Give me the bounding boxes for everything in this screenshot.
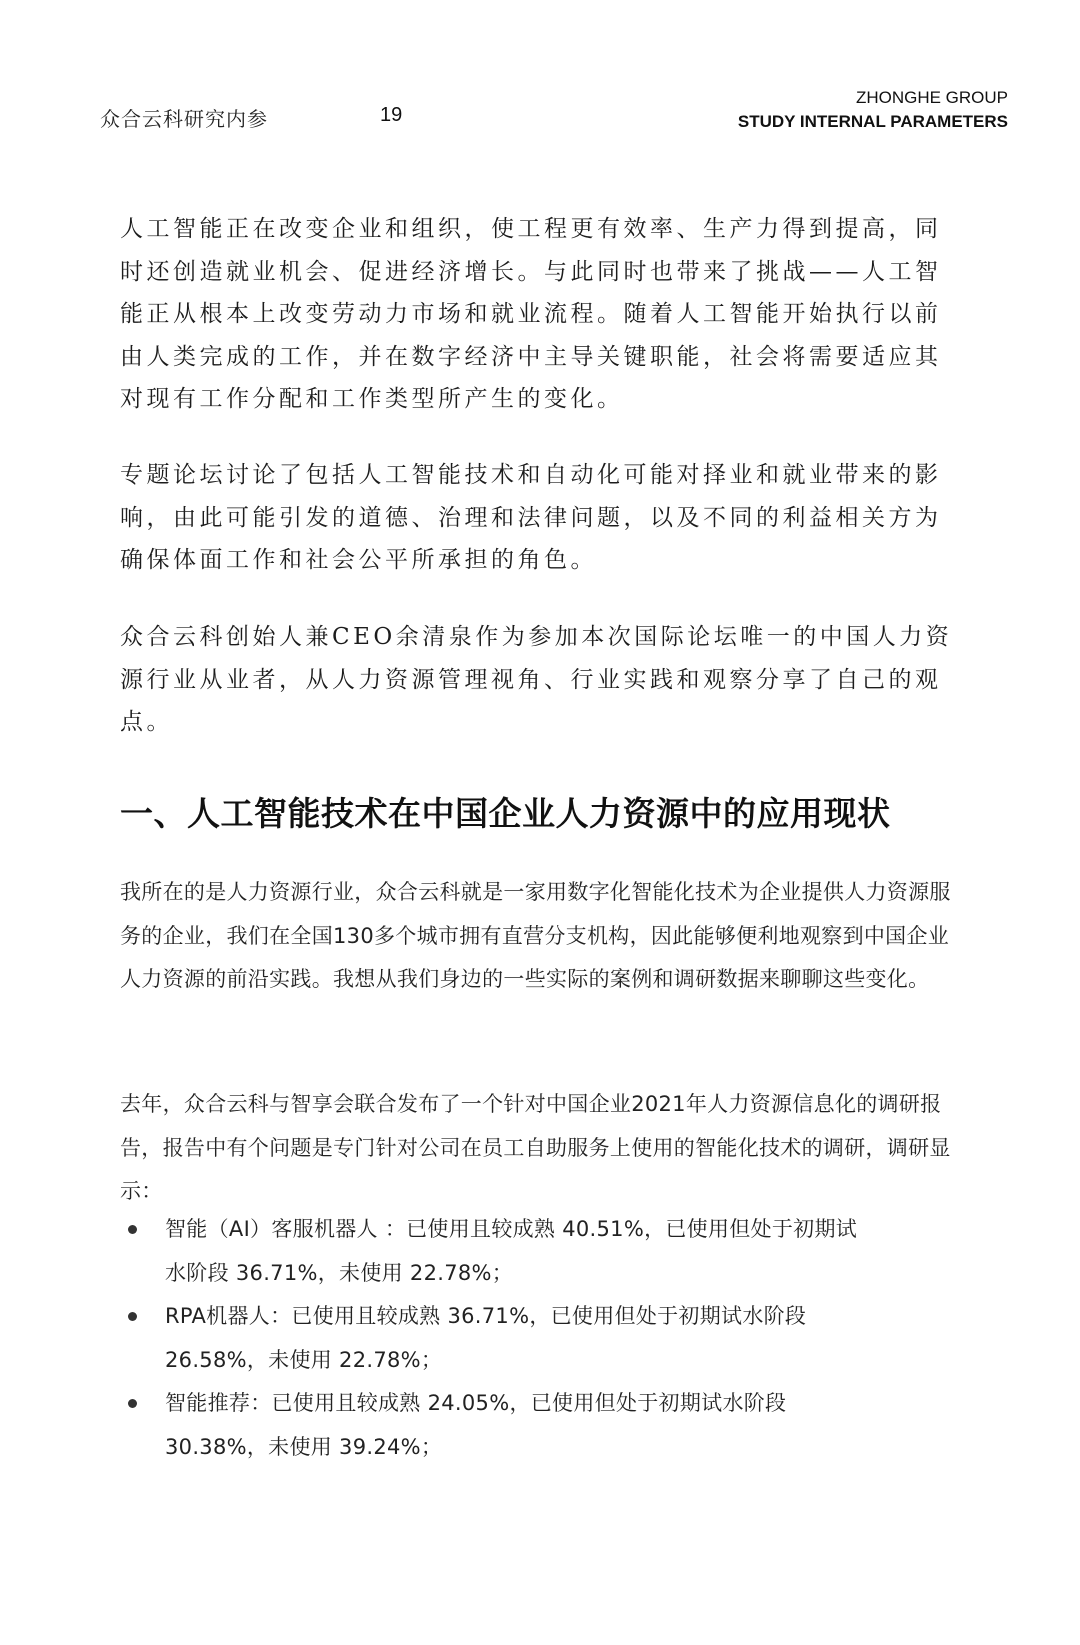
list-item (120, 1382, 960, 1469)
section-heading: 一、人工智能技术在中国企业人力资源中的应用现状 (120, 794, 891, 833)
group-name-block (738, 86, 1008, 134)
page-header (0, 0, 1080, 150)
intro-paragraph-1: 人工智能正在改变企业和组织，使工程更有效率、生产力得到提高，同时还创造就业机会、促进经济增长。与此同时也带来了挑战——人工智能正从根本上改变劳动力市场和就业流程。随着人工智能开始执行以前由人类完成的工作，并在数字经济中主导关键职能，社会将需要适应其对现有工作分配和工作类型所产生的变化。 (120, 216, 942, 412)
page-number: 19 (380, 104, 403, 126)
list-item (120, 1295, 960, 1382)
intro-paragraph-2: 专题论坛讨论了包括人工智能技术和自动化可能对择业和就业带来的影响，由此可能引发的道德、治理和法律问题，以及不同的利益相关方为确保体面工作和社会公平所承担的角色。 (120, 462, 942, 573)
bullet-dot-icon (128, 1399, 137, 1408)
section-paragraph-2: 去年，众合云科与智享会联合发布了一个针对中国企业2021年人力资源信息化的调研报告，报告中有个问题是专门针对公司在员工自助服务上使用的智能化技术的调研，调研显示： (120, 1092, 951, 1203)
bullet-text: RPA机器人：已使用且较成熟 36.71%，已使用但处于初期试水阶段 26.58%，未使用 22.78%； (165, 1304, 807, 1372)
list-item (120, 1208, 960, 1295)
section-paragraph-1: 我所在的是人力资源行业，众合云科就是一家用数字化智能化技术为企业提供人力资源服务的企业，我们在全国130多个城市拥有直营分支机构，因此能够便利地观察到中国企业人力资源的前沿实践。我想从我们身边的一些实际的案例和调研数据来聊聊这些变化。 (120, 880, 951, 991)
publication-title: 众合云科研究内参 (100, 107, 268, 131)
intro-paragraph-3: 众合云科创始人兼CEO余清泉作为参加本次国际论坛唯一的中国人力资源行业从业者，从人力资源管理视角、行业实践和观察分享了自己的观点。 (120, 624, 953, 735)
survey-bullet-list (120, 1208, 960, 1469)
bullet-dot-icon (128, 1225, 137, 1234)
bullet-text: 智能推荐：已使用且较成熟 24.05%，已使用但处于初期试水阶段 30.38%，未使用 39.24%； (165, 1391, 787, 1459)
bullet-dot-icon (128, 1312, 137, 1321)
group-name: ZHONGHE GROUP (855, 88, 1008, 107)
bullet-text: 智能（AI）客服机器人 ：已使用且较成熟 40.51%，已使用但处于初期试水阶段 36.71%，未使用 22.78%； (165, 1217, 858, 1285)
group-subtitle: STUDY INTERNAL PARAMETERS (737, 112, 1008, 131)
